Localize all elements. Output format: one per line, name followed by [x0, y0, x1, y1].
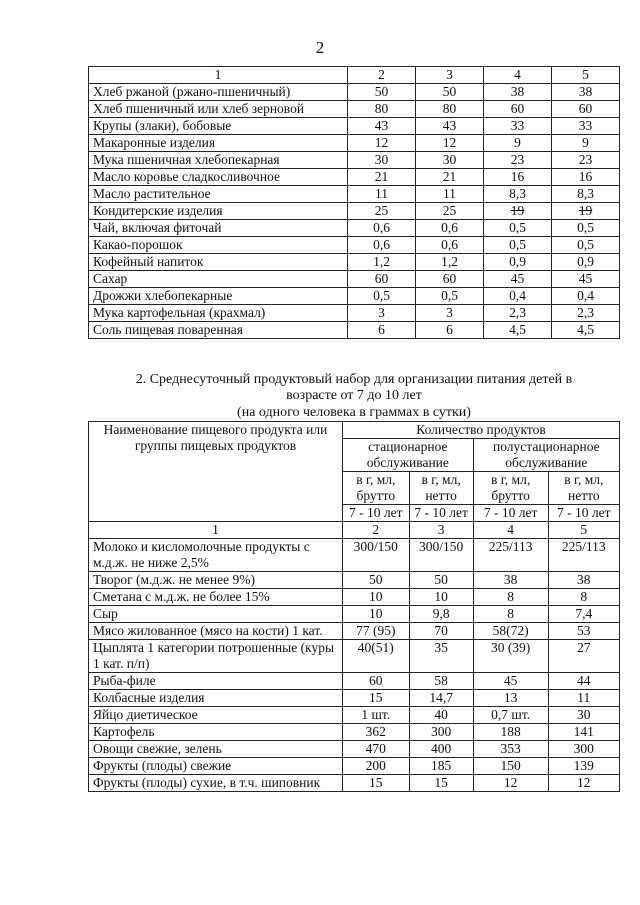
table-row [89, 186, 620, 203]
cell-value: 58 [409, 673, 473, 690]
table-row [89, 707, 620, 724]
row-label: Фрукты (плоды) сухие, в т.ч. шиповник [89, 775, 343, 792]
semi-stationary-header: полустационарное обслуживание [473, 439, 619, 472]
table-row [89, 322, 620, 339]
cell-value: 15 [343, 690, 410, 707]
row-label: Сметана с м.д.ж. не более 15% [89, 589, 343, 606]
cell-value: 4,5 [484, 322, 552, 339]
cell-value: 9,8 [409, 606, 473, 623]
row-label: Творог (м.д.ж. не менее 9%) [89, 572, 343, 589]
table-row [89, 288, 620, 305]
table-row [89, 169, 620, 186]
cell-value: 33 [552, 118, 620, 135]
row-label: Цыплята 1 категории потрошенные (куры 1 кат. п/п) [89, 640, 343, 673]
netto-header: в г, мл, нетто [548, 472, 619, 505]
cell-value: 150 [473, 758, 548, 775]
cell-value: 0,7 шт. [473, 707, 548, 724]
table-row [89, 589, 620, 606]
cell-value: 19 [484, 203, 552, 220]
cell-value: 38 [484, 84, 552, 101]
table-row [89, 623, 620, 640]
cell-value: 6 [416, 322, 484, 339]
cell-value: 38 [552, 84, 620, 101]
cell-value: 16 [484, 169, 552, 186]
cell-value: 30 [548, 707, 619, 724]
cell-value: 6 [348, 322, 416, 339]
cell-value: 30 [348, 152, 416, 169]
row-label: Молоко и кисломолочные продукты с м.д.ж. не ниже 2,5% [89, 539, 343, 572]
cell-value: 2,3 [484, 305, 552, 322]
cell-value: 60 [484, 101, 552, 118]
cell-value: 60 [348, 271, 416, 288]
cell-value: 15 [409, 775, 473, 792]
column-number: 5 [548, 522, 619, 539]
cell-value: 9 [552, 135, 620, 152]
cell-value: 15 [343, 775, 410, 792]
cell-value: 1 шт. [343, 707, 410, 724]
age-header: 7 - 10 лет [409, 505, 473, 522]
table-row [89, 254, 620, 271]
cell-value: 12 [548, 775, 619, 792]
cell-value: 30 [416, 152, 484, 169]
row-label: 1 [89, 67, 348, 84]
row-label: Рыба-филе [89, 673, 343, 690]
cell-value: 43 [348, 118, 416, 135]
cell-value: 4,5 [552, 322, 620, 339]
column-number: 2 [343, 522, 410, 539]
table-row [89, 101, 620, 118]
row-label: Крупы (злаки), бобовые [89, 118, 348, 135]
cell-value: 300/150 [343, 539, 410, 572]
cell-value: 0,4 [484, 288, 552, 305]
quantity-header: Количество продуктов [343, 422, 620, 439]
cell-value: 3 [416, 305, 484, 322]
cell-value: 50 [416, 84, 484, 101]
row-label: Фрукты (плоды) свежие [89, 758, 343, 775]
cell-value: 5 [552, 67, 620, 84]
table-row [89, 673, 620, 690]
row-label: Кондитерские изделия [89, 203, 348, 220]
cell-value: 0,6 [416, 220, 484, 237]
row-label: Колбасные изделия [89, 690, 343, 707]
cell-value: 139 [548, 758, 619, 775]
cell-value: 80 [416, 101, 484, 118]
row-label: Мука картофельная (крахмал) [89, 305, 348, 322]
cell-value: 50 [343, 572, 410, 589]
cell-value: 19 [552, 203, 620, 220]
cell-value: 400 [409, 741, 473, 758]
table-row [89, 152, 620, 169]
row-label: Мясо жилованное (мясо на кости) 1 кат. [89, 623, 343, 640]
cell-value: 8,3 [552, 186, 620, 203]
cell-value: 50 [409, 572, 473, 589]
cell-value: 10 [343, 606, 410, 623]
cell-value: 8 [548, 589, 619, 606]
cell-value: 141 [548, 724, 619, 741]
cell-value: 50 [348, 84, 416, 101]
cell-value: 45 [473, 673, 548, 690]
page-number: 2 [315, 38, 325, 57]
row-label: Масло растительное [89, 186, 348, 203]
cell-value: 0,6 [348, 220, 416, 237]
cell-value: 1,2 [348, 254, 416, 271]
cell-value: 25 [348, 203, 416, 220]
cell-value: 11 [548, 690, 619, 707]
cell-value: 58(72) [473, 623, 548, 640]
cell-value: 7,4 [548, 606, 619, 623]
cell-value: 300 [409, 724, 473, 741]
cell-value: 44 [548, 673, 619, 690]
cell-value: 185 [409, 758, 473, 775]
cell-value: 8 [473, 589, 548, 606]
row-label: Кофейный напиток [89, 254, 348, 271]
cell-value: 33 [484, 118, 552, 135]
row-label: Соль пищевая поваренная [89, 322, 348, 339]
cell-value: 80 [348, 101, 416, 118]
table-row [89, 606, 620, 623]
cell-value: 38 [473, 572, 548, 589]
row-label: Мука пшеничная хлебопекарная [89, 152, 348, 169]
row-label: Хлеб ржаной (ржано-пшеничный) [89, 84, 348, 101]
table-row [89, 203, 620, 220]
table-row [89, 724, 620, 741]
cell-value: 16 [552, 169, 620, 186]
cell-value: 200 [343, 758, 410, 775]
row-label: Какао-порошок [89, 237, 348, 254]
row-label: Хлеб пшеничный или хлеб зерновой [89, 101, 348, 118]
cell-value: 225/113 [548, 539, 619, 572]
row-label: Масло коровье сладкосливочное [89, 169, 348, 186]
cell-value: 0,9 [484, 254, 552, 271]
cell-value: 45 [552, 271, 620, 288]
section-title-line3: (на одного человека в граммах в сутки) [237, 405, 471, 420]
cell-value: 470 [343, 741, 410, 758]
cell-value: 10 [409, 589, 473, 606]
cell-value: 8 [473, 606, 548, 623]
cell-value: 4 [484, 67, 552, 84]
cell-value: 13 [473, 690, 548, 707]
cell-value: 60 [416, 271, 484, 288]
brutto-header: в г, мл, брутто [473, 472, 548, 505]
cell-value: 0,4 [552, 288, 620, 305]
age-header: 7 - 10 лет [343, 505, 410, 522]
cell-value: 12 [348, 135, 416, 152]
cell-value: 70 [409, 623, 473, 640]
cell-value: 77 (95) [343, 623, 410, 640]
table-row [89, 118, 620, 135]
cell-value: 23 [484, 152, 552, 169]
cell-value: 3 [348, 305, 416, 322]
table-row [89, 572, 620, 589]
cell-value: 0,5 [484, 237, 552, 254]
row-label: Дрожжи хлебопекарные [89, 288, 348, 305]
table-row [89, 271, 620, 288]
table-row [89, 220, 620, 237]
table-row [89, 67, 620, 84]
cell-value: 11 [416, 186, 484, 203]
table-row [89, 135, 620, 152]
brutto-header: в г, мл, брутто [343, 472, 410, 505]
cell-value: 35 [409, 640, 473, 673]
row-label: Макаронные изделия [89, 135, 348, 152]
cell-value: 30 (39) [473, 640, 548, 673]
netto-header: в г, мл, нетто [409, 472, 473, 505]
row-label: Овощи свежие, зелень [89, 741, 343, 758]
cell-value: 0,6 [416, 237, 484, 254]
cell-value: 0,5 [484, 220, 552, 237]
row-label: Сахар [89, 271, 348, 288]
table-row [89, 84, 620, 101]
cell-value: 0,5 [552, 220, 620, 237]
table-row [89, 305, 620, 322]
cell-value: 43 [416, 118, 484, 135]
cell-value: 40 [409, 707, 473, 724]
table-row [89, 237, 620, 254]
cell-value: 45 [484, 271, 552, 288]
stationary-header: стационарное обслуживание [343, 439, 474, 472]
cell-value: 10 [343, 589, 410, 606]
cell-value: 11 [348, 186, 416, 203]
cell-value: 2 [348, 67, 416, 84]
cell-value: 362 [343, 724, 410, 741]
table-row [89, 539, 620, 572]
cell-value: 300/150 [409, 539, 473, 572]
cell-value: 300 [548, 741, 619, 758]
section-title-line2: возрасте от 7 до 10 лет [286, 388, 422, 403]
cell-value: 40(51) [343, 640, 410, 673]
cell-value: 0,5 [348, 288, 416, 305]
name-column-header: Наименование пищевого продукта или группы пищевых продуктов [89, 422, 343, 522]
cell-value: 225/113 [473, 539, 548, 572]
cell-value: 25 [416, 203, 484, 220]
cell-value: 12 [473, 775, 548, 792]
cell-value: 1,2 [416, 254, 484, 271]
column-number: 4 [473, 522, 548, 539]
product-table-1 [88, 66, 620, 339]
cell-value: 27 [548, 640, 619, 673]
cell-value: 0,9 [552, 254, 620, 271]
cell-value: 21 [348, 169, 416, 186]
age-header: 7 - 10 лет [473, 505, 548, 522]
cell-value: 3 [416, 67, 484, 84]
cell-value: 60 [343, 673, 410, 690]
row-label: Яйцо диетическое [89, 707, 343, 724]
cell-value: 38 [548, 572, 619, 589]
table-row [89, 741, 620, 758]
cell-value: 53 [548, 623, 619, 640]
cell-value: 12 [416, 135, 484, 152]
cell-value: 0,6 [348, 237, 416, 254]
row-label: Чай, включая фиточай [89, 220, 348, 237]
cell-value: 2,3 [552, 305, 620, 322]
product-table-2 [88, 421, 620, 792]
column-number: 3 [409, 522, 473, 539]
row-label: Сыр [89, 606, 343, 623]
cell-value: 23 [552, 152, 620, 169]
table-row [89, 775, 620, 792]
row-label: Картофель [89, 724, 343, 741]
table-row [89, 640, 620, 673]
cell-value: 9 [484, 135, 552, 152]
cell-value: 0,5 [552, 237, 620, 254]
column-number-row [89, 522, 620, 539]
cell-value: 0,5 [416, 288, 484, 305]
cell-value: 8,3 [484, 186, 552, 203]
cell-value: 188 [473, 724, 548, 741]
age-header: 7 - 10 лет [548, 505, 619, 522]
cell-value: 21 [416, 169, 484, 186]
table-row [89, 690, 620, 707]
cell-value: 60 [552, 101, 620, 118]
cell-value: 353 [473, 741, 548, 758]
column-number: 1 [89, 522, 343, 539]
cell-value: 14,7 [409, 690, 473, 707]
section-title-line1: 2. Среднесуточный продуктовый набор для организации питания детей в [135, 372, 573, 387]
table-row [89, 758, 620, 775]
